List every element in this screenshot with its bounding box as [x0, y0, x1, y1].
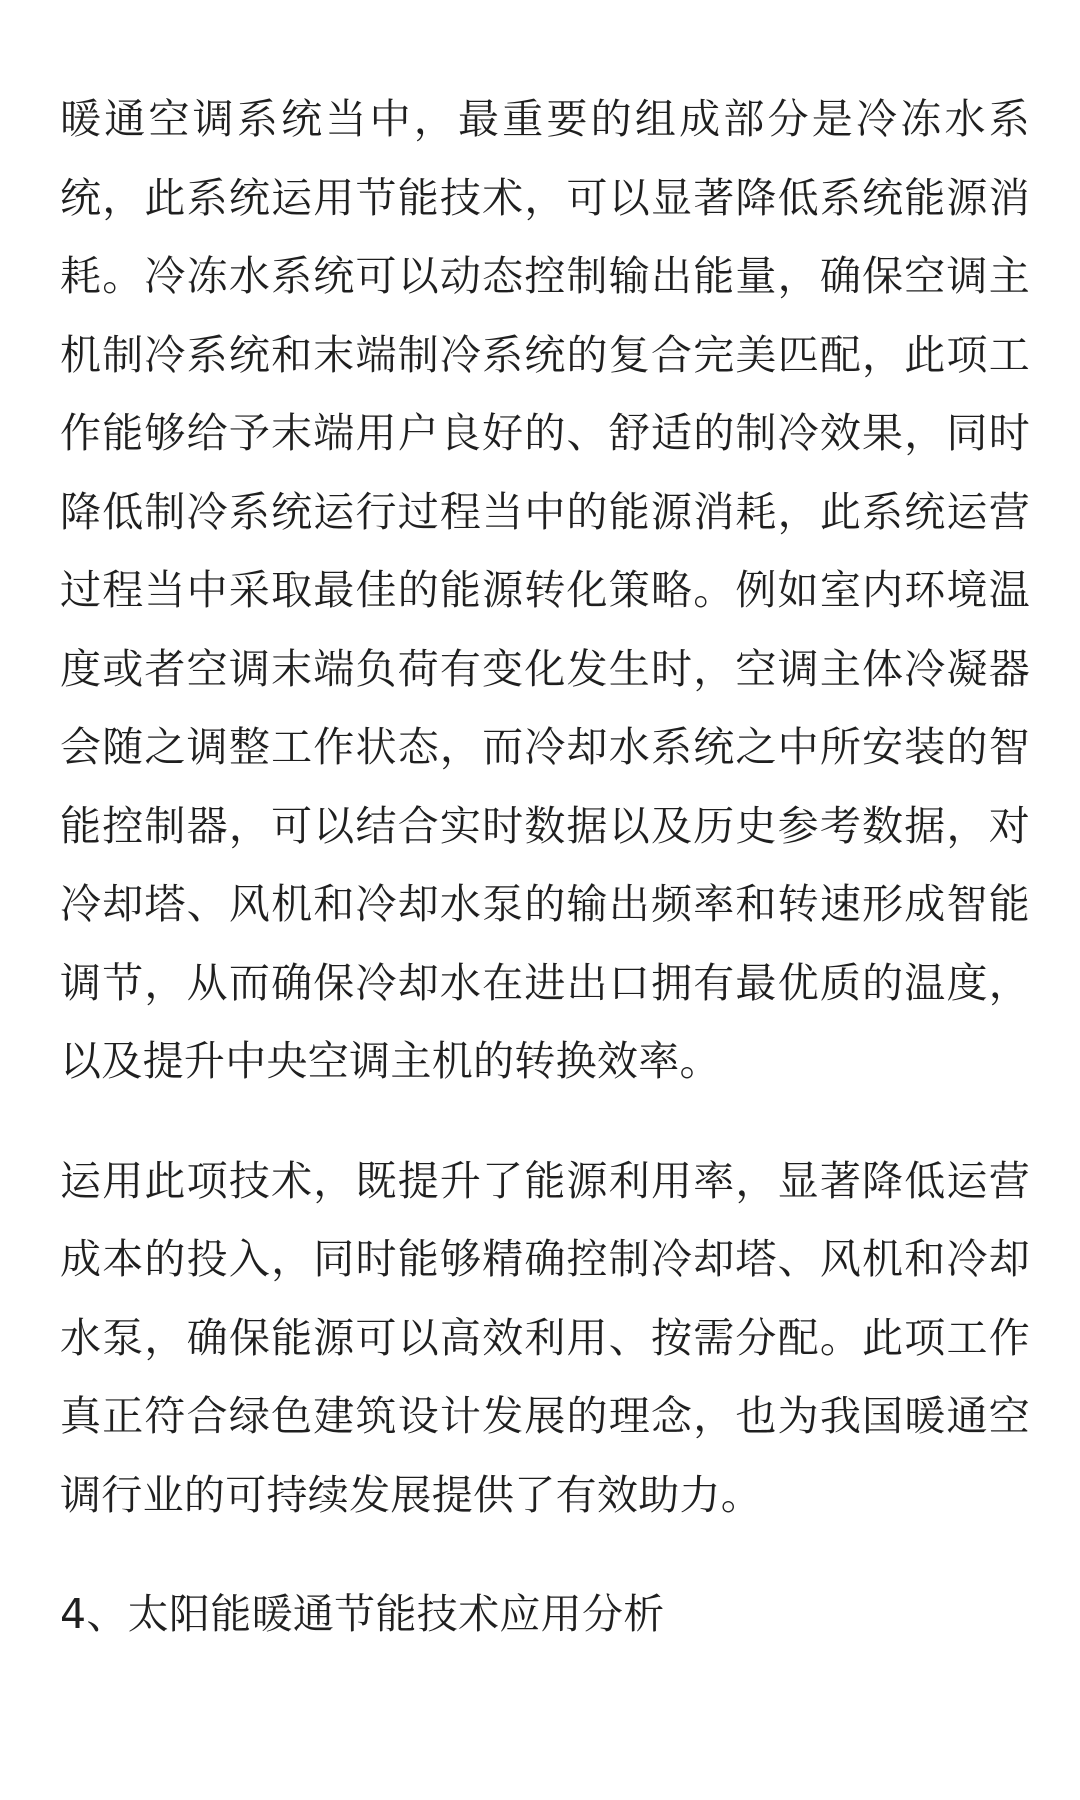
section-heading-solar: 4、太阳能暖通节能技术应用分析	[60, 1590, 665, 1638]
article-body	[60, 80, 1030, 1654]
paragraph-chilled-water-system: 暖通空调系统当中，最重要的组成部分是冷冻水系统，此系统运用节能技术，可以显著降低系统能源消耗。冷冻水系统可以动态控制输出能量，确保空调主机制冷系统和末端制冷系统的复合完美匹配，此项工作能够给予末端用户良好的、舒适的制冷效果，同时降低制冷系统运行过程当中的能源消耗，此系统运营过程当中采取最佳的能源转化策略。例如室内环境温度或者空调末端负荷有变化发生时，空调主体冷凝器会随之调整工作状态，而冷却水系统之中所安装的智能控制器，可以结合实时数据以及历史参考数据，对冷却塔、风机和冷却水泵的输出频率和转速形成智能调节，从而确保冷却水在进出口拥有最优质的温度，以及提升中央空调主机的转换效率。	[60, 95, 1030, 1085]
paragraph-technology-benefits: 运用此项技术，既提升了能源利用率，显著降低运营成本的投入，同时能够精确控制冷却塔、风机和冷却水泵，确保能源可以高效利用、按需分配。此项工作真正符合绿色建筑设计发展的理念，也为我国暖通空调行业的可持续发展提供了有效助力。	[60, 1156, 1030, 1519]
